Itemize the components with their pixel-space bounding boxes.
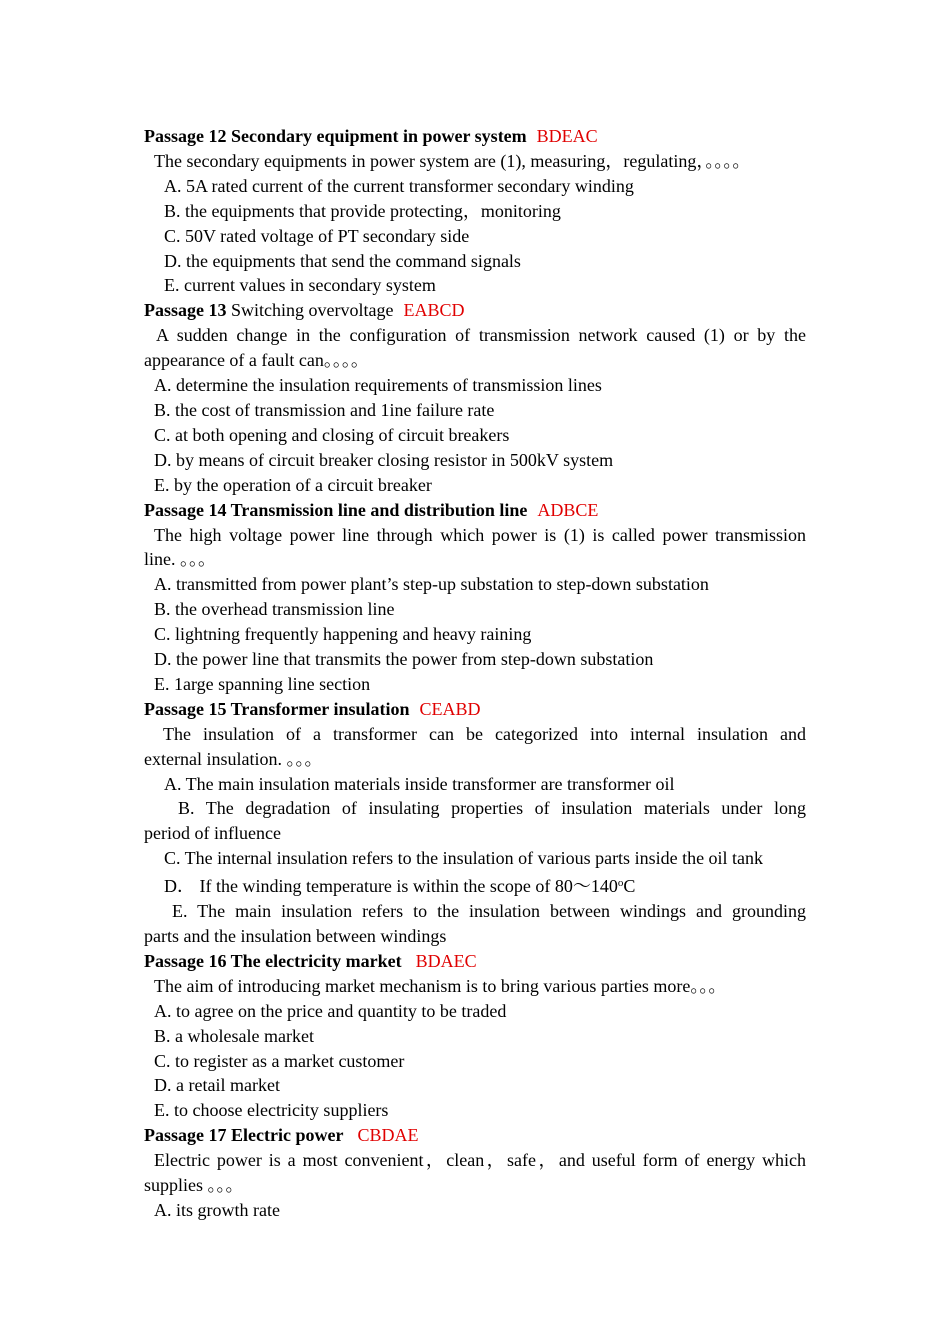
option-e: E. The main insulation refers to the insulation between windings and grounding [172, 901, 806, 922]
option-a: A. transmitted from power plant’s step-up substation to step-down substation [154, 574, 709, 595]
option-b: B. the overhead transmission line [154, 599, 395, 620]
option-a: A. to agree on the price and quantity to be traded [154, 1000, 507, 1021]
option-e: E. to choose electricity suppliers [154, 1100, 389, 1121]
passage-stem-line: appearance of a fault can。。。。 [144, 350, 369, 371]
option-b-continued: period of influence [144, 823, 281, 844]
passage-title-text: Passage 14 Transmission line and distribution line [144, 499, 528, 520]
passage-stem-line: A sudden change in the configuration of transmission network caused (1) or by the [156, 325, 806, 346]
option-c: C. The internal insulation refers to the insulation of various parts inside the oil tank [164, 848, 764, 869]
option-d: D. by means of circuit breaker closing resistor in 500kV system [154, 449, 614, 470]
passage-12-title [144, 124, 806, 149]
option-b: B. a wholesale market [154, 1025, 314, 1046]
option-e: E. current values in secondary system [164, 275, 436, 296]
option-a: A. determine the insulation requirements of transmission lines [154, 375, 602, 396]
passage-title-text: Passage 15 Transformer insulation [144, 698, 410, 719]
passage-stem-line: Electric power is a most convenient，clean，safe，and useful form of energy which [154, 1150, 806, 1171]
answer-key: ADBCE [537, 499, 599, 520]
option-b: B. the cost of transmission and 1ine failure rate [154, 399, 495, 420]
passage-stem-line: external insulation. 。。。 [144, 748, 323, 769]
passage-stem-line: The high voltage power line through which power is (1) is called power transmission [154, 524, 806, 545]
passage-title-text: Switching overvoltage [231, 300, 394, 321]
option-d: D. the power line that transmits the power from step-down substation [154, 649, 654, 670]
passage-title-number: Passage 13 [144, 300, 227, 321]
passage-title-text: Passage 12 Secondary equipment in power system [144, 126, 527, 146]
option-c: C. at both opening and closing of circuit breakers [154, 424, 510, 445]
option-a: A. The main insulation materials inside transformer are transformer oil [164, 773, 675, 794]
passage-16-title [144, 949, 806, 974]
passage-stem-line: supplies 。。。 [144, 1175, 244, 1196]
passage-15-title [144, 697, 806, 722]
passage-stem: The secondary equipments in power system are (1), measuring，regulating，。。。。 [154, 150, 751, 171]
answer-key: CBDAE [357, 1125, 419, 1146]
answer-key: BDEAC [536, 126, 598, 146]
option-e-continued: parts and the insulation between windings [144, 926, 447, 946]
option-b: B. The degradation of insulating properties of insulation materials under long [178, 798, 806, 819]
option-e: E. 1arge spanning line section [154, 673, 371, 694]
option-c: C. lightning frequently happening and heavy raining [154, 624, 532, 645]
option-a: A. 5A rated current of the current transformer secondary winding [164, 175, 634, 196]
option-d-text: D． If the winding temperature is within the scope of 80～140 [164, 876, 618, 897]
option-e: E. by the operation of a circuit breaker [154, 474, 432, 495]
option-c: C. to register as a market customer [154, 1050, 405, 1071]
answer-key: BDAEC [415, 950, 477, 971]
passage-stem-line: line. 。。。 [144, 549, 216, 570]
option-c: C. 50V rated voltage of PT secondary side [164, 225, 470, 246]
passage-title-text: Passage 17 Electric power [144, 1125, 344, 1146]
passage-stem: The aim of introducing market mechanism is to bring various parties more。。。 [154, 975, 727, 996]
degree-unit: C [623, 876, 636, 897]
passage-17-title [144, 1123, 806, 1148]
answer-key: EABCD [403, 300, 465, 321]
passage-title-text: Passage 16 The electricity market [144, 950, 402, 971]
degree-symbol: o [617, 877, 624, 890]
passage-14-title [144, 498, 806, 523]
passage-stem-line: The insulation of a transformer can be categorized into internal insulation and [163, 723, 806, 744]
option-d [144, 871, 806, 899]
document-page [144, 124, 806, 1223]
answer-key: CEABD [419, 698, 481, 719]
passage-13-title [144, 298, 806, 323]
option-a: A. its growth rate [154, 1199, 280, 1220]
option-d: D. the equipments that send the command signals [164, 250, 521, 271]
option-d: D. a retail market [154, 1075, 280, 1096]
option-b: B. the equipments that provide protecting，monitoring [164, 200, 561, 221]
